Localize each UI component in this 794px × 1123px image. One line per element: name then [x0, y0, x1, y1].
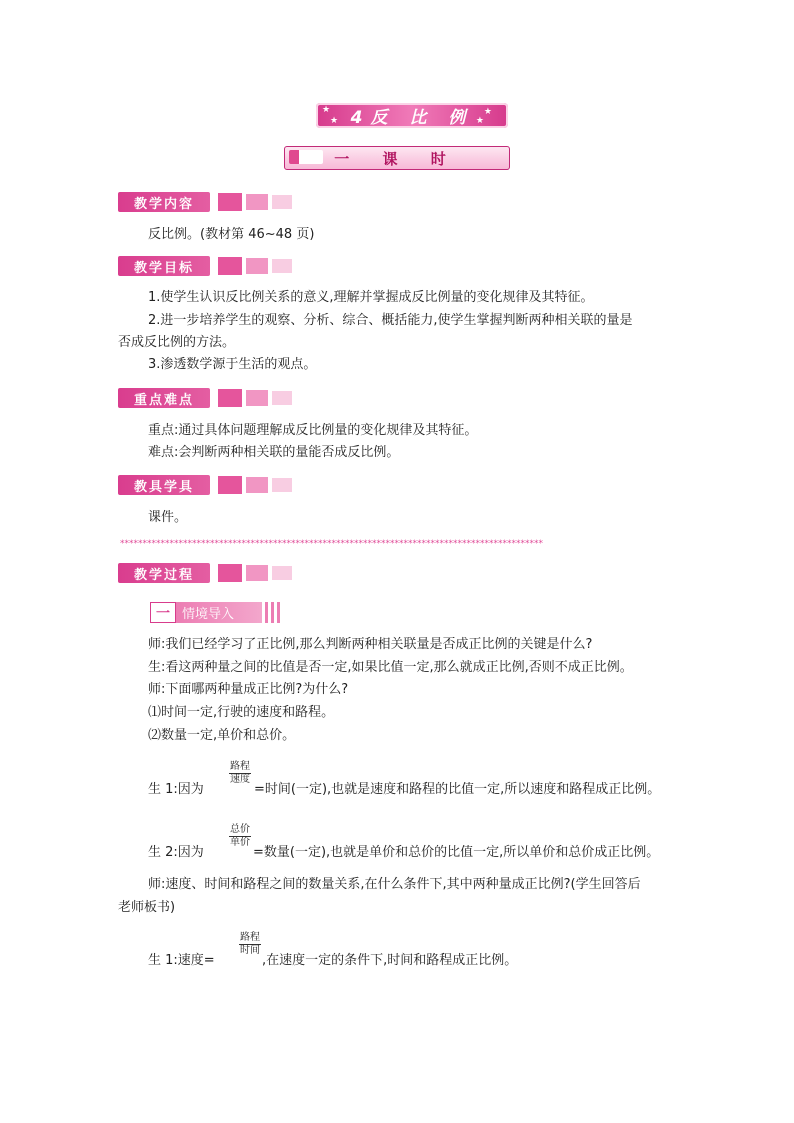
step-number: 一 — [150, 602, 176, 623]
goal-line: 1.使学生认识反比例关系的意义,理解并掌握成反比例量的变化规律及其特征。 — [148, 290, 594, 305]
dialogue-line: ⑴时间一定,行驶的速度和路程。 — [148, 705, 335, 720]
section-label: 教学过程 — [118, 563, 210, 583]
numerator: 总价 — [230, 824, 250, 835]
decoration-block — [272, 391, 292, 405]
student-answer-text: =时间(一定),也就是速度和路程的比值一定,所以速度和路程成正比例。 — [254, 782, 661, 797]
student-answer-prefix: 生 1:速度= — [148, 953, 215, 968]
decoration-bars — [265, 602, 280, 623]
section-header-tools — [118, 475, 292, 495]
denominator: 速度 — [230, 774, 250, 785]
dialogue-line: ⑵数量一定,单价和总价。 — [148, 728, 296, 743]
star-icon: ★ — [475, 116, 492, 126]
section-header-content — [118, 192, 292, 212]
key-line: 重点:通过具体问题理解成反比例量的变化规律及其特征。 — [148, 423, 478, 438]
section-label: 重点难点 — [118, 388, 210, 408]
decoration-block — [272, 259, 292, 273]
lesson-title-banner — [316, 103, 508, 128]
key-line: 难点:会判断两种相关联的量能否成反比例。 — [148, 445, 400, 460]
decoration-block — [272, 566, 292, 580]
section-label: 教学内容 — [118, 192, 210, 212]
decoration-block — [218, 193, 242, 211]
decoration-block — [272, 478, 292, 492]
star-icon: ★ — [330, 116, 347, 126]
numerator: 路程 — [240, 932, 260, 943]
student-answer-text: =数量(一定),也就是单价和总价的比值一定,所以单价和总价成正比例。 — [253, 845, 660, 860]
decoration-block — [218, 389, 242, 407]
step-label: 情境导入 — [176, 602, 262, 623]
lesson-title: 4反 比 例 — [350, 108, 474, 128]
content-text: 反比例。(教材第 46~48 页) — [148, 227, 315, 242]
dialogue-line: 生:看这两种量之间的比值是否一定,如果比值一定,那么就成正比例,否则不成正比例。 — [148, 660, 633, 675]
fraction — [229, 761, 251, 786]
decoration-icon — [289, 150, 323, 164]
decoration-block — [246, 565, 268, 581]
numerator: 路程 — [230, 761, 250, 772]
section-header-process — [118, 563, 292, 583]
decoration-block — [246, 477, 268, 493]
decoration-block — [246, 258, 268, 274]
student-answer-prefix: 生 2:因为 — [148, 845, 204, 860]
fraction — [229, 824, 251, 849]
section-label: 教学目标 — [118, 256, 210, 276]
dialogue-line: 老师板书) — [118, 900, 176, 915]
student-answer-text: ,在速度一定的条件下,时间和路程成正比例。 — [262, 953, 518, 968]
section-header-goals — [118, 256, 292, 276]
dialogue-line: 师:下面哪两种量成正比例?为什么? — [148, 682, 349, 697]
decoration-block — [272, 195, 292, 209]
dialogue-line: 师:我们已经学习了正比例,那么判断两种相关联量是否成正比例的关键是什么? — [148, 637, 593, 652]
student-answer-prefix: 生 1:因为 — [148, 782, 204, 797]
goal-line: 2.进一步培养学生的观察、分析、综合、概括能力,使学生掌握判断两种相关联的量是 — [148, 313, 633, 328]
decoration-block — [246, 390, 268, 406]
fraction — [239, 932, 261, 957]
decoration-block — [218, 476, 242, 494]
star-icon: ★ — [322, 105, 339, 115]
denominator: 时间 — [240, 945, 260, 956]
star-divider: ********************************************************************************************** — [120, 539, 543, 549]
lesson-subtitle-banner — [284, 146, 510, 170]
decoration-block — [218, 564, 242, 582]
dialogue-line: 师:速度、时间和路程之间的数量关系,在什么条件下,其中两种量成正比例?(学生回答后 — [148, 877, 641, 892]
decoration-block — [218, 257, 242, 275]
step-header — [150, 602, 280, 623]
star-icon: ★ — [483, 107, 500, 117]
goal-line: 否成反比例的方法。 — [118, 335, 236, 350]
goal-line: 3.渗透数学源于生活的观点。 — [148, 357, 317, 372]
lesson-subtitle: 一 课 时 — [334, 149, 460, 168]
decoration-block — [246, 194, 268, 210]
tools-text: 课件。 — [148, 510, 188, 525]
section-label: 教具学具 — [118, 475, 210, 495]
denominator: 单价 — [230, 837, 250, 848]
section-header-key-points — [118, 388, 292, 408]
